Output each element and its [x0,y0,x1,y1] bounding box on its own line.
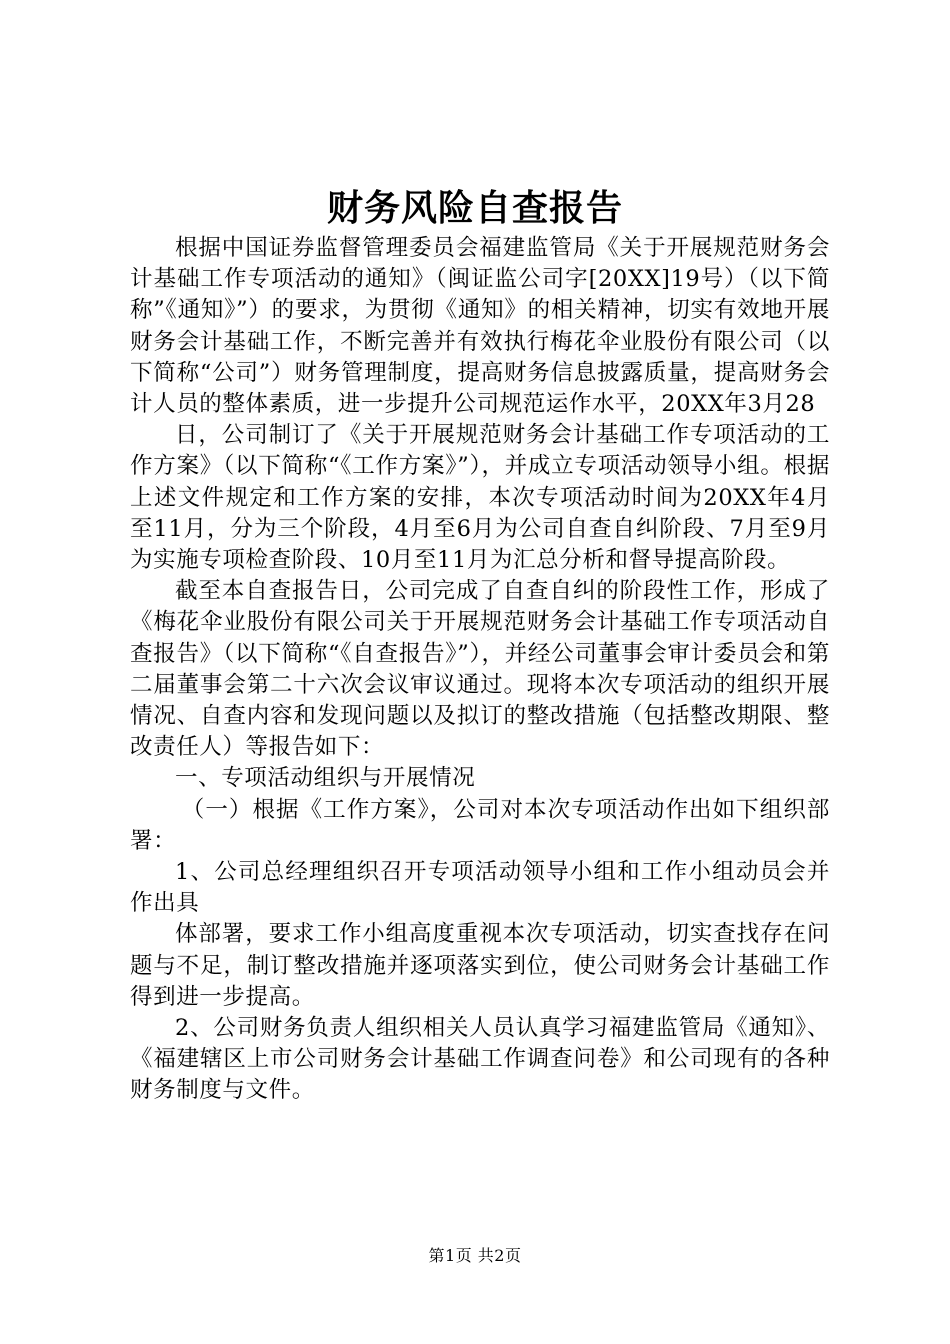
subsection-heading-1: （一）根据《工作方案》，公司对本次专项活动作出如下组织部署： [130,796,830,854]
paragraph-progress: 截至本自查报告日，公司完成了自查自纠的阶段性工作，形成了《梅花伞业股份有限公司关于开展规范财务会计基础工作专项活动自查报告》（以下简称“《自查报告》”），并经公司董事会审计委员会和第二届董事会第二十六次会议审议通过。现将本次专项活动的组织开展情况、自查内容和发现问题以及拟订的整改措施（包括整改期限、整改责任人）等报告如下： [130,578,830,761]
page-footer: 第1页 共2页 [428,1246,522,1265]
document-body [130,233,830,1107]
list-item-1: 1、公司总经理组织召开专项活动领导小组和工作小组动员会并作出具 [130,859,830,917]
section-heading-1: 一、专项活动组织与开展情况 [175,765,476,792]
list-item-1-continued: 体部署，要求工作小组高度重视本次专项活动，切实查找存在问题与不足，制订整改措施并逐项落实到位，使公司财务会计基础工作得到进一步提高。 [130,921,830,1010]
document-title: 财务风险自查报告 [326,187,623,229]
paragraph-intro: 根据中国证券监督管理委员会福建监管局《关于开展规范财务会计基础工作专项活动的通知》（闽证监公司字[20XX]19号）（以下简称”《通知》”）的要求，为贯彻《通知》的相关精神，切实有效地开展财务会计基础工作，不断完善并有效执行梅花伞业股份有限公司（以下简称“公司”）财务管理制度，提高财务信息披露质量，提高财务会计人员的整体素质，进一步提升公司规范运作水平，20XX年3月28 [130,235,830,418]
list-item-2: 2、公司财务负责人组织相关人员认真学习福建监管局《通知》、《福建辖区上市公司财务会计基础工作调查问卷》和公司现有的各种财务制度与文件。 [130,1015,830,1104]
paragraph-plan: 日，公司制订了《关于开展规范财务会计基础工作专项活动的工作方案》（以下简称“《工作方案》”），并成立专项活动领导小组。根据上述文件规定和工作方案的安排，本次专项活动时间为20XX年4月至11月，分为三个阶段，4月至6月为公司自查自纠阶段、7月至9月为实施专项检查阶段、10月至11月为汇总分析和督导提高阶段。 [130,422,830,574]
